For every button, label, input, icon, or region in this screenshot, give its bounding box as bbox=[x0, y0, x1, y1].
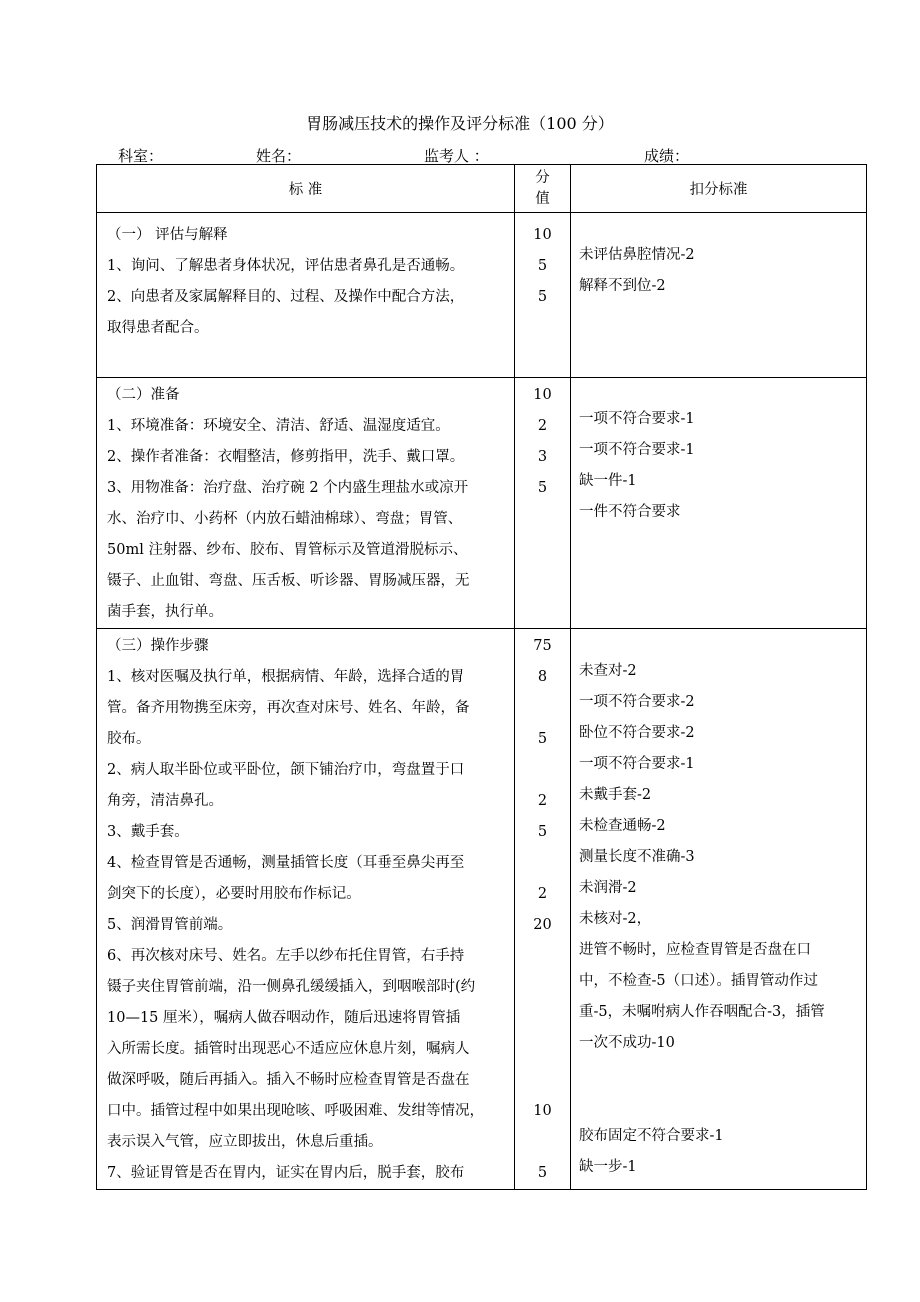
standard-line: 角旁，清洁鼻孔。 bbox=[107, 793, 223, 809]
spacer bbox=[515, 1127, 570, 1158]
standard-line: 4、检查胃管是否通畅，测量插管长度（耳垂至鼻尖再至 bbox=[107, 855, 465, 871]
deduction-cell bbox=[571, 378, 867, 629]
score-value: 10 bbox=[533, 227, 552, 243]
spacer bbox=[515, 693, 570, 724]
standard-line: 5、润滑胃管前端。 bbox=[107, 917, 233, 933]
table-header-row bbox=[97, 165, 867, 213]
spacer bbox=[515, 941, 570, 972]
deduction-line: 一件不符合要求 bbox=[579, 504, 681, 520]
deduction-line: 卧位不符合要求-2 bbox=[579, 725, 695, 741]
spacer bbox=[515, 1065, 570, 1096]
standard-line: 管。备齐用物携至床旁，再次查对床号、姓名、年龄，备 bbox=[107, 700, 470, 716]
spacer bbox=[515, 755, 570, 786]
table-row-preparation bbox=[97, 378, 867, 629]
spacer bbox=[515, 972, 570, 1003]
score-cell bbox=[515, 213, 571, 378]
spacer bbox=[515, 1003, 570, 1034]
standard-line: 镊子、止血钳、弯盘、压舌板、听诊器、胃肠减压器，无 bbox=[107, 573, 470, 589]
standard-line: 2、操作者准备：衣帽整洁，修剪指甲，洗手、戴口罩。 bbox=[107, 449, 465, 465]
deduction-line: 一项不符合要求-1 bbox=[579, 442, 695, 458]
deduction-line: 缺一步-1 bbox=[579, 1159, 637, 1175]
spacer bbox=[515, 848, 570, 879]
deduction-line: 胶布固定不符合要求-1 bbox=[579, 1128, 724, 1144]
table-row-procedure bbox=[97, 629, 867, 1190]
standard-line: 1、询问、了解患者身体状况，评估患者鼻孔是否通畅。 bbox=[107, 258, 465, 274]
standard-line: 6、再次核对床号、姓名。左手以纱布托住胃管，右手持 bbox=[107, 948, 465, 964]
header-standard: 标 准 bbox=[97, 165, 515, 213]
standard-line: 7、验证胃管是否在胃内，证实在胃内后，脱手套，胶布 bbox=[107, 1165, 465, 1181]
table-row-assessment bbox=[97, 213, 867, 378]
grade-label: 成绩： bbox=[644, 147, 690, 165]
score-value: 5 bbox=[537, 480, 548, 496]
deduction-line: 未核对-2， bbox=[579, 911, 652, 927]
standard-line: 做深呼吸，随后再插入。插入不畅时应检查胃管是否盘在 bbox=[107, 1072, 470, 1088]
standard-line: （二）准备 bbox=[107, 387, 180, 403]
deduction-line: 测量长度不准确-3 bbox=[579, 849, 695, 865]
standard-line: 剑突下的长度），必要时用胶布作标记。 bbox=[107, 886, 361, 902]
deduction-line: 解释不到位-2 bbox=[579, 278, 666, 294]
standard-line: 1、环境准备：环境安全、清洁、舒适、温湿度适宜。 bbox=[107, 418, 450, 434]
spacer bbox=[515, 1034, 570, 1065]
standard-line: 取得患者配合。 bbox=[107, 320, 209, 336]
deduction-line: 一项不符合要求-1 bbox=[579, 756, 695, 772]
standard-line: 3、用物准备：治疗盘、治疗碗 2 个内盛生理盐水或凉开 bbox=[107, 480, 469, 496]
deduction-line: 重-5，未嘱咐病人作吞咽配合-3，插管 bbox=[579, 1004, 825, 1020]
standard-line: 10—15 厘米），嘱病人做吞咽动作，随后迅速将胃管插 bbox=[107, 1010, 461, 1026]
standard-line: 水、治疗巾、小药杯（内放石蜡油棉球）、弯盘；胃管、 bbox=[107, 511, 463, 527]
standard-line: 表示误入气管，应立即拔出，休息后重插。 bbox=[107, 1134, 383, 1150]
deduction-line: 未评估鼻腔情况-2 bbox=[579, 247, 695, 263]
score-value: 5 bbox=[537, 289, 548, 305]
document-title: 胃肠减压技术的操作及评分标准（100 分） bbox=[306, 114, 614, 133]
standard-cell bbox=[97, 378, 515, 629]
score-value: 5 bbox=[537, 258, 548, 274]
standard-line: （三）操作步骤 bbox=[107, 638, 209, 654]
standard-line: 入所需长度。插管时出现恶心不适应应休息片刻，嘱病人 bbox=[107, 1041, 470, 1057]
score-cell bbox=[515, 629, 571, 1190]
standard-line: 1、核对医嘱及执行单，根据病情、年龄，选择合适的胃 bbox=[107, 669, 465, 685]
score-value: 10 bbox=[533, 387, 552, 403]
score-cell bbox=[515, 378, 571, 629]
deduction-line: 未戴手套-2 bbox=[579, 787, 652, 803]
standard-line: 2、病人取半卧位或平卧位，颌下铺治疗巾，弯盘置于口 bbox=[107, 762, 465, 778]
department-label: 科室： bbox=[118, 147, 164, 165]
header-score bbox=[515, 165, 571, 213]
deduction-line: 未检查通畅-2 bbox=[579, 818, 666, 834]
score-value: 2 bbox=[537, 418, 548, 434]
spacer bbox=[571, 1090, 866, 1121]
name-label: 姓名： bbox=[256, 147, 302, 165]
score-value: 20 bbox=[533, 917, 552, 933]
score-value: 2 bbox=[537, 793, 548, 809]
standard-line: 口中。插管过程中如果出现呛咳、呼吸困难、发绀等情况， bbox=[107, 1103, 484, 1119]
scoring-table bbox=[96, 164, 867, 1190]
deduction-line: 一次不成功-10 bbox=[579, 1035, 675, 1051]
standard-line: 50ml 注射器、纱布、胶布、胃管标示及管道滑脱标示、 bbox=[107, 542, 468, 558]
standard-cell bbox=[97, 213, 515, 378]
deduction-line: 中，不检查-5（口述）。插胃管动作过 bbox=[579, 973, 818, 989]
score-value: 3 bbox=[537, 449, 548, 465]
deduction-line: 缺一件-1 bbox=[579, 473, 637, 489]
score-value: 2 bbox=[537, 886, 548, 902]
standard-line: 3、戴手套。 bbox=[107, 824, 189, 840]
standard-line: 镊子夹住胃管前端，沿一侧鼻孔缓缓插入，到咽喉部时(约 bbox=[107, 979, 476, 995]
score-value: 5 bbox=[537, 1165, 548, 1181]
standard-line: 2、向患者及家属解释目的、过程、及操作中配合方法， bbox=[107, 289, 465, 305]
deduction-line: 未查对-2 bbox=[579, 663, 637, 679]
score-value: 5 bbox=[537, 731, 548, 747]
header-score-top: 分 bbox=[535, 169, 550, 186]
standard-line: （一） 评估与解释 bbox=[107, 227, 228, 243]
spacer bbox=[571, 1059, 866, 1090]
score-value: 8 bbox=[537, 669, 548, 685]
standard-line: 胶布。 bbox=[107, 731, 151, 747]
deduction-line: 未润滑-2 bbox=[579, 880, 637, 896]
deduction-cell bbox=[571, 213, 867, 378]
standard-cell bbox=[97, 629, 515, 1190]
score-value: 75 bbox=[533, 638, 552, 654]
standard-line: 菌手套，执行单。 bbox=[107, 604, 223, 620]
deduction-line: 一项不符合要求-1 bbox=[579, 411, 695, 427]
header-score-bottom: 值 bbox=[535, 190, 550, 207]
header-deduction: 扣分标准 bbox=[571, 165, 867, 213]
deduction-line: 一项不符合要求-2 bbox=[579, 694, 695, 710]
score-value: 10 bbox=[533, 1103, 552, 1119]
deduction-cell bbox=[571, 629, 867, 1190]
deduction-line: 进管不畅时，应检查胃管是否盘在口 bbox=[579, 942, 811, 958]
examiner-label: 监考人 ： bbox=[424, 147, 489, 165]
score-value: 5 bbox=[537, 824, 548, 840]
